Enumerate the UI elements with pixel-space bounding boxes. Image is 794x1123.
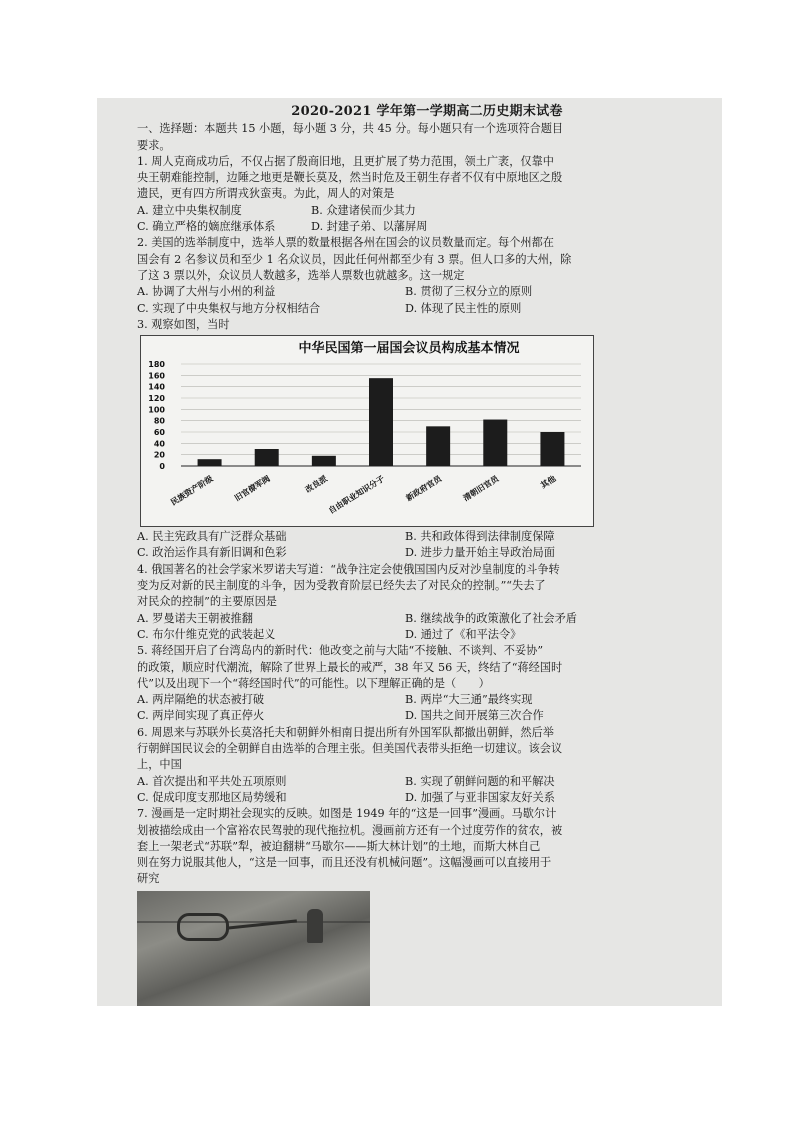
question-text: 3. 观察如图，当时 [137, 317, 230, 331]
options-row [137, 301, 717, 317]
question-text: 1. 周人克商成功后，不仅占据了殷商旧地，且更扩展了势力范围，领土广袤，仅靠中 [137, 154, 554, 168]
cartoon-tractor [177, 913, 229, 941]
question-text: 套上一架老式“苏联”犁，被迫翻耕“马歇尔——斯大林计划”的土地，而斯大林自己 [137, 839, 541, 853]
bar [369, 378, 393, 466]
options-row [137, 203, 717, 219]
question-text: 国会有 2 名参议员和至少 1 名众议员，因此任何州都至少有 3 票。但人口多的大州，除 [137, 252, 572, 266]
option-d[interactable]: D. 通过了《和平法令》 [405, 627, 522, 641]
question-text: 划被描绘成由一个富裕农民驾驶的现代拖拉机。漫画前方还有一个过度劳作的贫农，被 [137, 823, 563, 837]
y-tick-label: 60 [153, 428, 165, 438]
x-category-label: 清朝旧官员 [461, 474, 501, 504]
section-instruction: 一、选择题：本题共 15 小题，每小题 3 分，共 45 分。每小题只有一个选项符合题目 [137, 122, 564, 136]
x-category-label: 民族资产阶级 [169, 474, 215, 508]
bar [483, 420, 507, 466]
option-c[interactable]: C. 政治运作具有新旧调和色彩 [137, 546, 287, 560]
option-c[interactable]: C. 布尔什维克党的武装起义 [137, 627, 276, 641]
option-c[interactable]: C. 两岸间实现了真正停火 [137, 709, 265, 723]
y-tick-label: 140 [148, 382, 165, 392]
exam-content [137, 104, 717, 1006]
options-row [137, 774, 717, 790]
option-a[interactable]: A. 罗曼诺夫王朝被推翻 [137, 611, 253, 625]
options-row [137, 627, 717, 643]
option-d[interactable]: D. 国共之间开展第三次合作 [405, 709, 544, 723]
bar-chart [140, 335, 594, 527]
option-d[interactable]: D. 进步力量开始主导政治局面 [405, 546, 555, 560]
question-text: 央王朝难能控制，边陲之地更是鞭长莫及，然当时危及王朝生存者不仅有中原地区之殷 [137, 171, 563, 185]
chart-title: 中华民国第一届国会议员构成基本情况 [298, 341, 520, 357]
bar [312, 456, 336, 466]
question-text: 变为反对新的民主制度的斗争，因为受教育阶层已经失去了对民众的控制。”“失去了 [137, 579, 546, 593]
question-text: 6. 周恩来与苏联外长莫洛托夫和朝鲜外相南日提出所有外国军队都撤出朝鲜，然后举 [137, 725, 554, 739]
question-text: 遗民，更有四方所谓戎狄蛮夷。为此，周人的对策是 [137, 187, 395, 201]
bar [255, 449, 279, 466]
option-d[interactable]: D. 加强了与亚非国家友好关系 [405, 790, 555, 804]
options-row [137, 692, 717, 708]
option-a[interactable]: A. 首次提出和平共处五项原则 [137, 774, 287, 788]
option-b[interactable]: B. 两岸“大三通”最终实现 [405, 693, 533, 707]
options-row [137, 790, 717, 806]
option-a[interactable]: A. 建立中央集权制度 [137, 203, 242, 217]
cartoon-horizon [137, 921, 370, 923]
question-2 [137, 235, 717, 316]
question-7 [137, 806, 717, 1006]
option-b[interactable]: B. 贯彻了三权分立的原则 [405, 285, 533, 299]
x-category-label: 自由职业知识分子 [327, 474, 387, 516]
option-c[interactable]: C. 实现了中央集权与地方分权相结合 [137, 301, 321, 315]
question-text: 2. 美国的选举制度中，选举人票的数量根据各州在国会的议员数量而定。每个州都在 [137, 236, 554, 250]
question-text: 则在努力说服其他人，“这是一回事，而且还没有机械问题”。这幅漫画可以直接用于 [137, 856, 552, 870]
x-category-label: 改良派 [303, 474, 329, 495]
cartoon-image [137, 891, 370, 1006]
exam-sheet [97, 98, 722, 1006]
question-text: 的政策，顺应时代潮流，解除了世界上最长的戒严，38 年又 56 天，终结了“蒋经国时 [137, 660, 563, 674]
y-tick-label: 20 [153, 450, 165, 460]
option-c[interactable]: C. 确立严格的嫡庶继承体系 [137, 220, 276, 234]
question-text: 了这 3 票以外，众议员人数越多，选举人票数也就越多。这一规定 [137, 268, 465, 282]
question-text: 5. 蒋经国开启了台湾岛内的新时代：他改变之前与大陆“不接触、不谈判、不妥协” [137, 644, 544, 658]
y-tick-label: 40 [153, 439, 165, 449]
x-category-label: 旧官僚军阀 [233, 474, 272, 504]
bar [540, 432, 564, 466]
y-tick-label: 100 [148, 405, 165, 415]
question-text: 上，中国 [137, 758, 182, 772]
bar [426, 426, 450, 466]
y-tick-label: 120 [148, 394, 165, 404]
x-category-label: 新政府官员 [404, 474, 444, 504]
option-a[interactable]: A. 协调了大州与小州的利益 [137, 285, 276, 299]
x-category-label: 其他 [539, 474, 558, 491]
question-5 [137, 643, 717, 724]
question-text: 4. 俄国著名的社会学家米罗诺夫写道：“战争注定会使俄国国内反对沙皇制度的斗争转 [137, 562, 560, 576]
question-3 [137, 317, 717, 562]
y-tick-label: 80 [153, 416, 165, 426]
bar-chart-svg [141, 336, 593, 526]
question-text: 代”以及出现下一个“蒋经国时代”的可能性。以下理解正确的是（ ） [137, 676, 490, 690]
options-row [137, 708, 717, 724]
question-text: 研究 [137, 872, 160, 886]
y-tick-label: 0 [159, 462, 165, 472]
option-d[interactable]: D. 封建子弟、以藩屏周 [311, 220, 428, 234]
cartoon-figure [307, 909, 323, 943]
question-text: 7. 漫画是一定时期社会现实的反映。如图是 1949 年的“这是一回事”漫画。马歇尔计 [137, 807, 557, 821]
question-4 [137, 562, 717, 643]
option-a[interactable]: A. 民主宪政具有广泛群众基础 [137, 530, 287, 544]
y-tick-label: 160 [148, 371, 165, 381]
question-text: 对民众的控制”的主要原因是 [137, 595, 277, 609]
options-row [137, 611, 717, 627]
exam-title: 2020-2021 学年第一学期高二历史期末试卷 [291, 104, 563, 119]
option-b[interactable]: B. 共和政体得到法律制度保障 [405, 530, 555, 544]
question-6 [137, 725, 717, 806]
option-c[interactable]: C. 促成印度支那地区局势缓和 [137, 790, 287, 804]
option-b[interactable]: B. 继续战争的政策激化了社会矛盾 [405, 611, 577, 625]
option-d[interactable]: D. 体现了民主性的原则 [405, 301, 522, 315]
options-row [137, 219, 717, 235]
options-row [137, 529, 717, 545]
question-text: 行朝鲜国民议会的全朝鲜自由选举的合理主张。但美国代表带头拒绝一切建议。该会议 [137, 742, 563, 756]
option-b[interactable]: B. 实现了朝鲜问题的和平解决 [405, 774, 555, 788]
question-1 [137, 154, 717, 235]
bar [198, 459, 222, 466]
option-b[interactable]: B. 众建诸侯而少其力 [311, 203, 416, 217]
option-a[interactable]: A. 两岸隔绝的状态被打破 [137, 693, 265, 707]
section-instruction-cont: 要求。 [137, 138, 171, 152]
y-tick-label: 180 [148, 360, 165, 370]
options-row [137, 545, 717, 561]
options-row [137, 284, 717, 300]
